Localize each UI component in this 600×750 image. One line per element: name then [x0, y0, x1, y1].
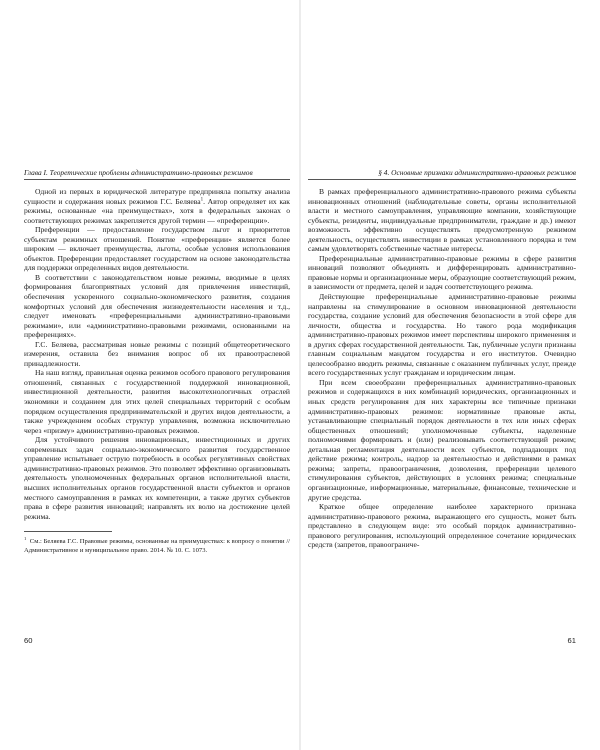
right-page: [300, 0, 600, 750]
paragraph: [24, 187, 290, 225]
footnote-marker: 1: [24, 536, 27, 542]
paragraph: Преференциальные административно-правовые режимы в сфере развития инноваций позволяют объединять и дифференцировать административно-правовые нормы и организационные меры, образующие соответствующий режим, в зависимости от предмета, целей и задач соответствующего режима.: [308, 253, 576, 292]
paragraph: Краткое общее определение наиболее характерного признака административно-правового режима, выражающего его сущность, может быть представлено в следующем виде: это особый порядок административно-правового регулирования, использующий определенное сочетание юридических средств (запретов, правоограниче-: [308, 502, 576, 550]
paragraph: На наш взгляд, правильная оценка режимов особого правового регулирования отношений, связанных с государственной поддержкой инновационной, инвестиционной деятельности, развития высокотехнологичных отраслей экономики и созданием для этих целей специальных территорий с особым порядком осуществления предпринимательской и других видов деятельности, а также учреждением особых структур управления, возможна исключительно через «призму» административно-правовых режимов.: [24, 368, 290, 435]
paragraph: Г.С. Беляева, рассматривая новые режимы с позиций общетеоретического измерения, оставила без внимания вопрос об их правоотраслевой принадлежности.: [24, 339, 290, 368]
footnote-text: См.: Беляева Г.С. Правовые режимы, основанные на преимуществах: к вопросу о понятии // Административное и муниципальное право. 2014. № 10. С. 1073.: [24, 538, 291, 554]
paragraph: Преференции — предоставление государством льгот и приоритетов субъектам режимных отношений. Понятие «преференции» является более широким — включает преимущества, льготы, особые условия использования объектов. Преференции предоставляет государством на основе законодательства для поддержки определенных видов деятельности.: [24, 225, 290, 273]
footnote-rule: [24, 531, 112, 532]
page-number-right: 61: [567, 636, 576, 645]
running-head-right: § 4. Основные признаки административно-правовых режимов: [308, 168, 576, 180]
paragraph: В рамках преференциального административно-правового режима субъекты инновационных отношений (наблюдательные советы, органы исполнительной власти и местного самоуправления, управляющие компании, хозяйствующие субъекты, резиденты, индивидуальные предприниматели, граждане и др.) имеют возможность эффективно осуществлять предусмотренную режимом деятельность, осуществлять инвестиции в рамках установленного порядка и тем самым удовлетворять собственные частные интересы.: [308, 187, 576, 254]
paragraph-text: Одной из первых в юридической литературе предприняла попытку анализа сущности и содержания новых режимов Г.С. Беляева: [24, 187, 290, 206]
footnote: [24, 535, 290, 555]
footnote-reference[interactable]: 1: [200, 197, 204, 203]
paragraph: Действующие преференциальные административно-правовые режимы направлены на стимулирование в основном инновационной деятельности государства, создание условий для обеспечения безопасности в этой сфере для личности, общества и государства. Но такого рода модификация административно-правовых режимов имеет перспективы широкого применения и в других сферах государственной деятельности. Так, публичные услуги признаны главным социальным мандатом государства и его институтов. Очевидно целесообразно вводить режимы, связанные с оказанием публичных услуг, прежде всего государственных услуг гражданам и юридическим лицам.: [308, 292, 576, 378]
paragraph-text: . Автор определяет их как режимы, основанные «на преимуществах», хотя в федеральных законах о соответствующих режимах закрепляется другой термин — «преференции».: [24, 196, 290, 225]
left-body-text: [24, 187, 290, 521]
paragraph: Для устойчивого решения инновационных, инвестиционных и других современных задач социально-экономического развития государственное управление испытывает острую потребность в особых регулятивных свойствах административно-правовых режимов. Это позволяет эффективно организовывать деятельность уполномоченных федеральных органов исполнительной власти, высших исполнительных органов государственной власти субъектов и органов местного самоуправления в рамках их компетенции, а также других субъектов права в сфере развития инноваций; направлять их волю на достижение целей режима.: [24, 435, 290, 521]
running-head-left: Глава I. Теоретические проблемы административно-правовых режимов: [24, 168, 290, 180]
page-number-left: 60: [24, 636, 33, 645]
paragraph: При всем своеобразии преференциальных административно-правовых режимов и содержащихся в них комбинаций юридических, организационных и иных средств регулирования для них характерны все типичные признаки административно-правовых режимов: нормативные правовые акты, устанавливающие специальный порядок деятельности в тех или иных сферах общественных отношений; уполномоченные субъекты, наделенные полномочиями формировать и (или) реализовывать соответствующий режим; детальная регламентация деятельности всех субъектов, подпадающих под действие режима; контроль, надзор за деятельностью и действиями в рамках режима; запреты, правоограничения, дозволения, преференции целевого стимулирования субъектов, действующих в условиях режима; специальные организационные, информационные, материальные, финансовые, технические и другие средства.: [308, 377, 576, 502]
right-body-text: [308, 187, 576, 550]
paragraph: В соответствии с законодательством новые режимы, вводимые в целях формирования благоприятных условий для привлечения инвестиций, обеспечения ускоренного социально-экономического развития, создания комфортных условий для обеспечения жизнедеятельности населения и т.д., следует именовать «преференциальными административно-правовыми режимами», или «административно-правовыми режимами, основанными на преференциях».: [24, 272, 290, 340]
